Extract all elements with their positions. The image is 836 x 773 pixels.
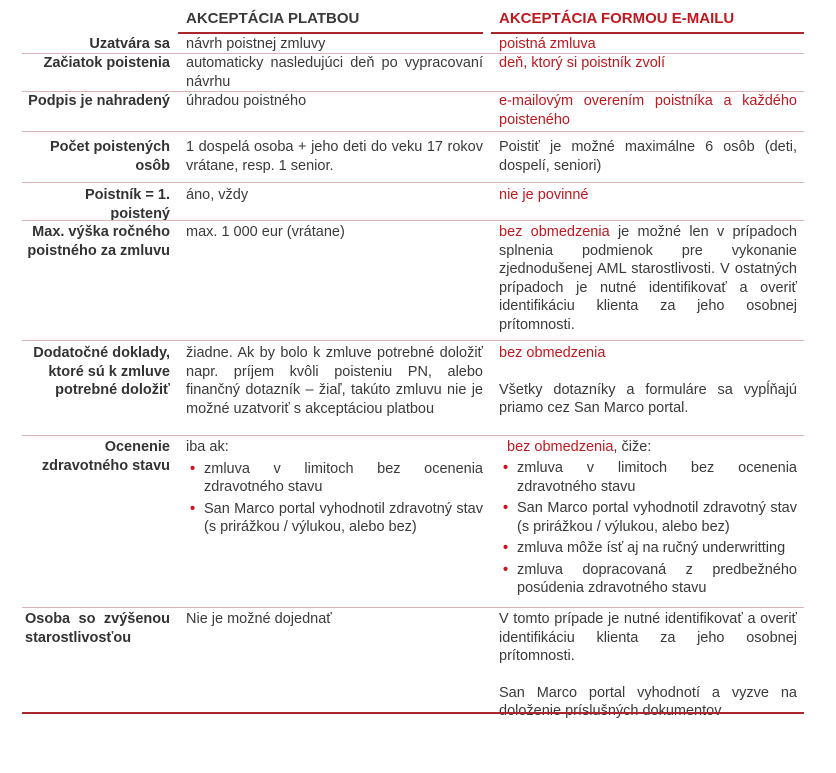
row-c2-osoba xyxy=(499,610,797,721)
row-divider xyxy=(22,435,804,436)
list-item: • San Marco portal vyhodnotil zdravotný stav (s prirážkou / výlukou, alebo bez) xyxy=(499,499,797,536)
row-c1-doklady: žiadne. Ak by bolo k zmluve potrebné doložiť napr. príjem kvôli poisteniu PN, alebo finančný dotazník – žiaľ, takúto zmluvu nie je možné uzatvoriť s akceptáciou platbou xyxy=(186,345,483,417)
unlimited-badge: bez obmedzenia xyxy=(507,439,614,455)
row-c2-doklady xyxy=(499,344,797,418)
row-label-uzatvara: Uzatvára sa xyxy=(89,36,170,52)
row-label-doklady: Dodatočné doklady, ktoré sú k zmluve potrebné doložiť xyxy=(33,345,170,398)
row-label-ocenenie: Ocenenie zdravotného stavu xyxy=(41,439,170,474)
row-c1-ocenenie xyxy=(186,438,483,537)
row-c2-doklady-text: Všetky dotazníky a formuláre sa vypĺňajú priamo cez San Marco portal. xyxy=(499,381,797,416)
unlimited-badge: bez obmedzenia xyxy=(499,345,606,361)
row-c1-ocenenie-intro: iba ak: xyxy=(186,439,229,455)
row-divider xyxy=(22,607,804,608)
row-c1-podpis: úhradou poistného xyxy=(186,93,307,109)
list-item: • San Marco portal vyhodnotil zdravotný stav (s prirážkou / výlukou, alebo bez) xyxy=(186,500,483,537)
row-c2-max-vyska xyxy=(499,223,797,334)
row-c2-ocenenie-intro: , čiže: xyxy=(613,439,652,455)
list-item: • zmluva v limitoch bez ocenenia zdravotného stavu xyxy=(499,459,797,496)
row-c2-uzatvara: poistná zmluva xyxy=(499,36,596,52)
list-item: • zmluva v limitoch bez ocenenia zdravotného stavu xyxy=(186,460,483,497)
row-divider xyxy=(22,340,804,341)
list-item: • zmluva môže ísť aj na ručný underwritting xyxy=(499,539,797,558)
row-label-max-vyska: Max. výška ročného poistného za zmluvu xyxy=(27,224,170,259)
row-c1-osoba: Nie je možné dojednať xyxy=(186,611,332,627)
row-divider xyxy=(22,131,804,132)
row-label-poistnik: Poistník = 1. poistený xyxy=(84,187,170,222)
row-c2-ocenenie-list xyxy=(499,459,797,598)
row-c2-podpis: e-mailovým overením poistníka a každého poisteného xyxy=(499,93,797,128)
row-c2-max-vyska-text: je možné len v prípadoch splnenia podmienok pre vykonanie zjednodušenej AML starostlivosti. V ostatných prípadoch je nutné identifikovať a overiť identifikáciu klienta za jeho osobnej prítomnosti. xyxy=(499,224,797,333)
row-c2-osoba-p2: San Marco portal vyhodnotí a vyzve na doloženie príslušných dokumentov xyxy=(499,684,797,719)
row-c2-ocenenie xyxy=(507,438,797,457)
row-c2-poistnik: nie je povinné xyxy=(499,187,589,203)
row-c1-zaciatok: automaticky nasledujúci deň po vypracovaní návrhu xyxy=(186,55,483,90)
list-item: • zmluva dopracovaná z predbežného posúdenia zdravotného stavu xyxy=(499,561,797,598)
row-divider xyxy=(22,182,804,183)
row-c1-max-vyska: max. 1 000 eur (vrátane) xyxy=(186,224,345,240)
row-c1-uzatvara: návrh poistnej zmluvy xyxy=(186,36,326,52)
row-label-osoba: Osoba so zvýšenou starostlivosťou xyxy=(25,611,170,646)
row-c2-ocenenie-list-wrap xyxy=(499,459,797,598)
row-label-zaciatok: Začiatok poistenia xyxy=(43,55,170,71)
row-c1-poistnik: áno, vždy xyxy=(186,187,249,203)
row-label-podpis: Podpis je nahradený xyxy=(28,93,170,109)
header-divider-col1 xyxy=(178,32,483,34)
table-bottom-border xyxy=(22,712,804,714)
row-c1-ocenenie-list xyxy=(186,460,483,537)
row-c2-pocet: Poistiť je možné maximálne 6 osôb (deti, dospelí, seniori) xyxy=(499,139,797,174)
row-divider xyxy=(22,220,804,221)
header-acceptance-email: AKCEPTÁCIA FORMOU E-MAILU xyxy=(499,10,735,27)
unlimited-badge: bez obmedzenia xyxy=(499,224,610,240)
header-divider-col2 xyxy=(491,32,804,34)
row-label-pocet: Počet poistených osôb xyxy=(49,139,170,174)
row-c1-pocet: 1 dospelá osoba + jeho deti do veku 17 rokov vrátane, resp. 1 senior. xyxy=(186,139,483,174)
row-c2-zaciatok: deň, ktorý si poistník zvolí xyxy=(499,55,666,71)
row-c2-osoba-p1: V tomto prípade je nutné identifikovať a overiť identifikáciu klienta za jeho osobnej prítomnosti. xyxy=(499,611,797,664)
header-acceptance-payment: AKCEPTÁCIA PLATBOU xyxy=(186,10,360,27)
